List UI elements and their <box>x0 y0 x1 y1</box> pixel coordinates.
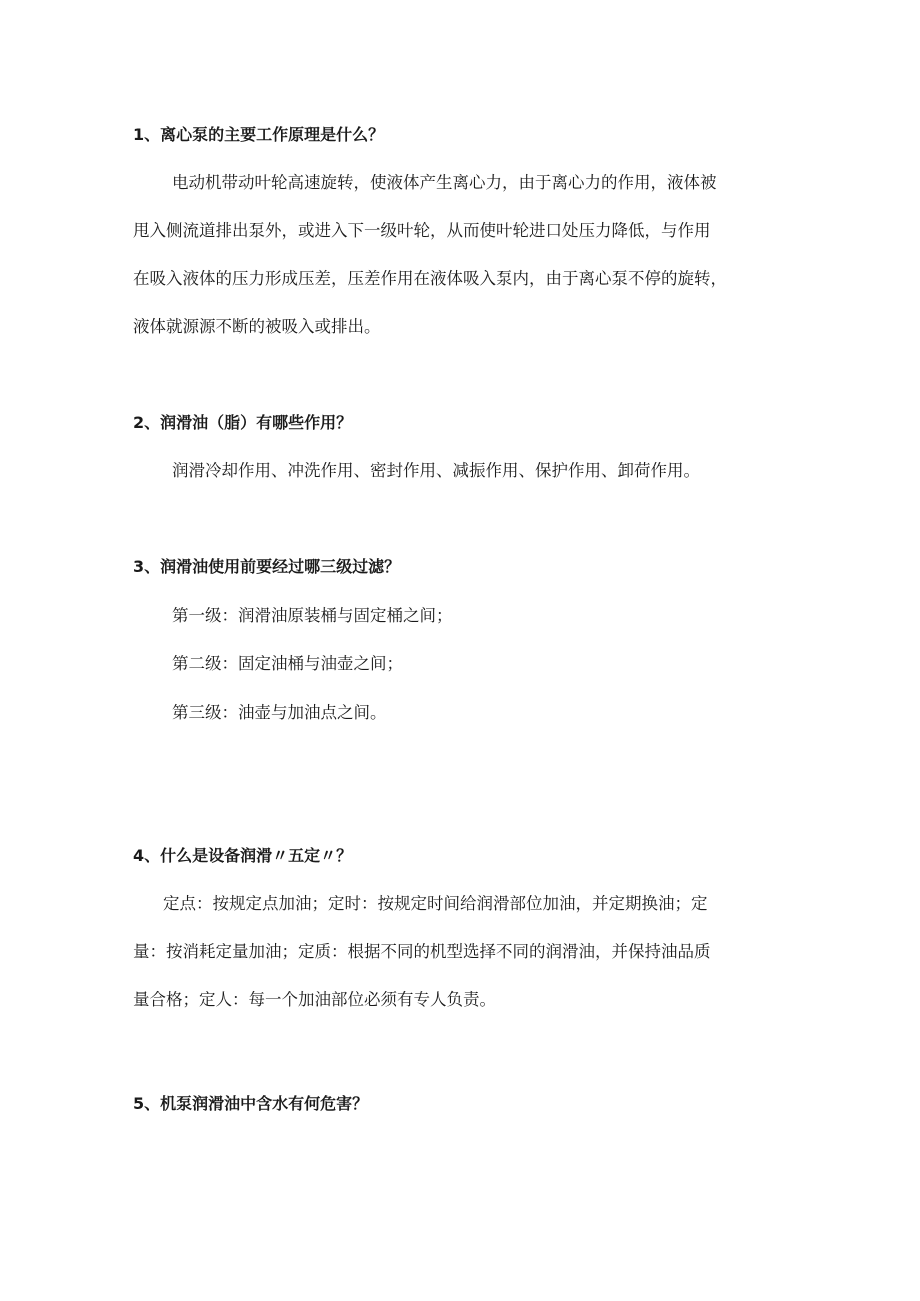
answer-1-line-2: 甩入侧流道排出泵外，或进入下一级叶轮，从而使叶轮进口处压力降低，与作用 <box>133 221 711 240</box>
question-3-title: 3、润滑油使用前要经过哪三级过滤？ <box>133 557 401 576</box>
answer-4-line-1: 定点：按规定点加油；定时：按规定时间给润滑部位加油，并定期换油；定 <box>163 894 708 913</box>
answer-4-line-2: 量：按消耗定量加油；定质：根据不同的机型选择不同的润滑油，并保持油品质 <box>133 942 711 961</box>
question-1-title: 1、离心泵的主要工作原理是什么？ <box>133 125 385 144</box>
answer-1-line-1: 电动机带动叶轮高速旋转，使液体产生离心力，由于离心力的作用，液体被 <box>172 173 717 192</box>
answer-1-line-4: 液体就源源不断的被吸入或排出。 <box>133 317 381 336</box>
question-2-title: 2、润滑油（脂）有哪些作用？ <box>133 413 353 432</box>
answer-3-line-2: 第二级：固定油桶与油壶之间； <box>172 654 403 673</box>
question-5-title: 5、机泵润滑油中含水有何危害？ <box>133 1094 369 1113</box>
answer-4-line-3: 量合格；定人：每一个加油部位必须有专人负责。 <box>133 990 496 1009</box>
answer-3-line-3: 第三级：油壶与加油点之间。 <box>172 703 387 722</box>
question-4-title: 4、什么是设备润滑〃五定〃？ <box>133 846 353 865</box>
answer-3-line-1: 第一级：润滑油原装桶与固定桶之间； <box>172 606 453 625</box>
answer-1-line-3: 在吸入液体的压力形成压差，压差作用在液体吸入泵内，由于离心泵不停的旋转， <box>133 269 727 288</box>
answer-2-line-1: 润滑冷却作用、冲洗作用、密封作用、减振作用、保护作用、卸荷作用。 <box>172 461 700 480</box>
